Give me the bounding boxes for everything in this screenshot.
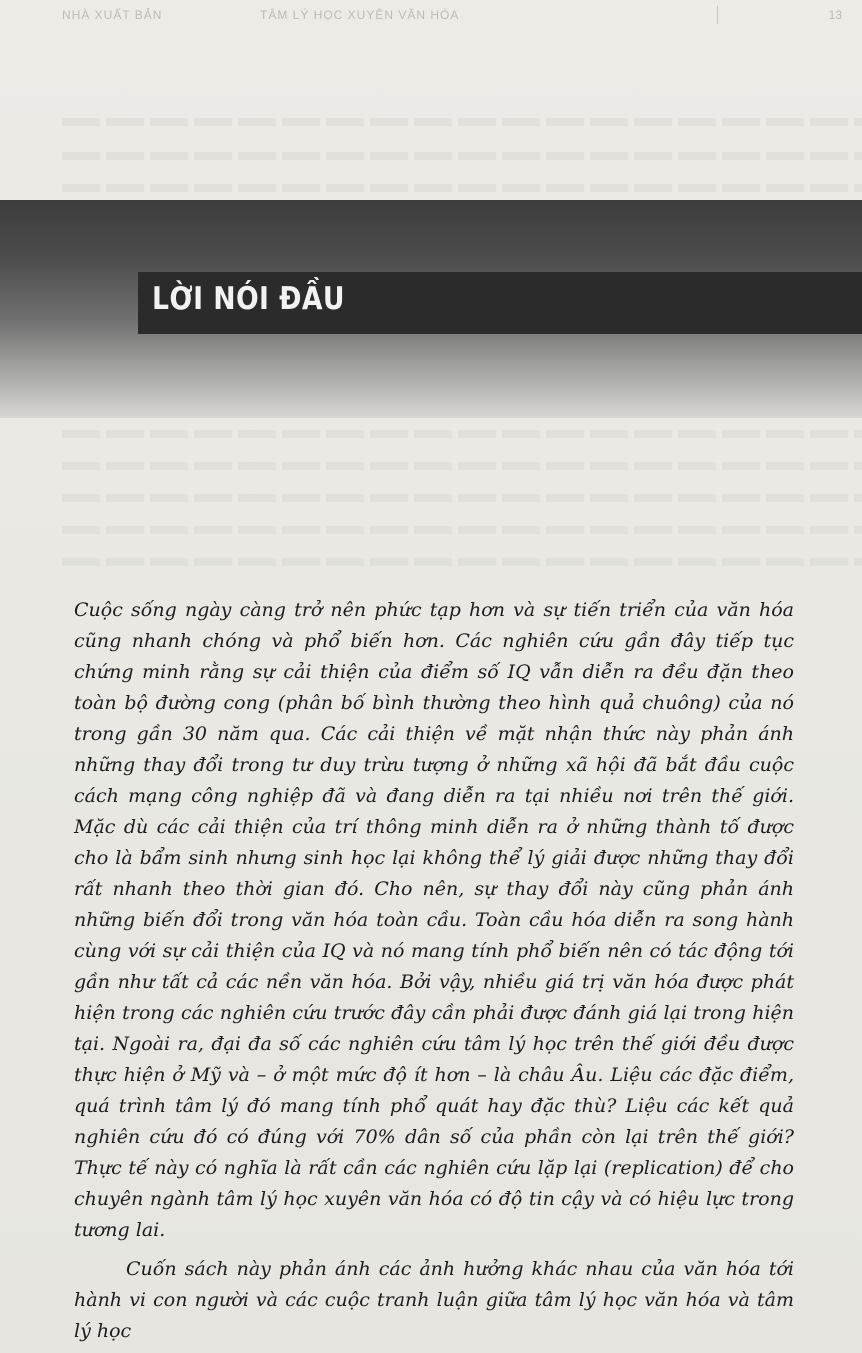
running-head-divider <box>717 6 718 24</box>
bleed-through-line <box>62 462 862 470</box>
bleed-through-line <box>62 526 862 534</box>
bleed-through-line <box>62 152 862 160</box>
bleed-through-line <box>62 430 862 438</box>
page-number: 13 <box>828 8 842 22</box>
running-head-left: NHÀ XUẤT BẢN <box>62 8 163 22</box>
chapter-title-bar <box>138 272 862 334</box>
running-head-title: TÂM LÝ HỌC XUYÊN VĂN HÓA <box>260 8 460 22</box>
paragraph: Cuộc sống ngày càng trở nên phức tạp hơn và sự tiến triển của văn hóa cũng nhanh chóng và phổ biến hơn. Các nghiên cứu gần đây tiếp tục chứng minh rằng sự cải thiện của điểm số IQ vẫn diễn ra đều đặn theo toàn bộ đường cong (phân bố bình thường theo hình quả chuông) của nó trong gần 30 năm qua. Các cải thiện về mặt nhận thức này phản ánh những thay đổi trong tư duy trừu tượng ở những xã hội đã bắt đầu cuộc cách mạng công nghiệp đã và đang diễn ra tại nhiều nơi trên thế giới. Mặc dù các cải thiện của trí thông minh diễn ra ở những thành tố được cho là bẩm sinh nhưng sinh học lại không thể lý giải được những thay đổi rất nhanh theo thời gian đó. Cho nên, sự thay đổi này cũng phản ánh những biến đổi trong văn hóa toàn cầu. Toàn cầu hóa diễn ra song hành cùng với sự cải thiện của IQ và nó mang tính phổ biến nên có tác động tới gần như tất cả các nền văn hóa. Bởi vậy, nhiều giá trị văn hóa được phát hiện trong các nghiên cứu trước đây cần phải được đánh giá lại trong hiện tại. Ngoài ra, đại đa số các nghiên cứu tâm lý học trên thế giới đều được thực hiện ở Mỹ và – ở một mức độ ít hơn – là châu Âu. Liệu các đặc điểm, quá trình tâm lý đó mang tính phổ quát hay đặc thù? Liệu các kết quả nghiên cứu đó có đúng với 70% dân số của phần còn lại trên thế giới? Thực tế này có nghĩa là rất cần các nghiên cứu lặp lại (replication) để cho chuyên ngành tâm lý học xuyên văn hóa có độ tin cậy và có hiệu lực trong tương lai. <box>74 599 794 1241</box>
bleed-through-line <box>62 558 862 566</box>
running-head <box>62 6 852 26</box>
chapter-title: LỜI NÓI ĐẦU <box>152 281 346 317</box>
bleed-through-line <box>62 184 862 192</box>
bleed-through-line <box>62 494 862 502</box>
paragraph: Cuốn sách này phản ánh các ảnh hưởng khác nhau của văn hóa tới hành vi con người và các cuộc tranh luận giữa tâm lý học văn hóa và tâm lý học <box>74 1258 794 1342</box>
body-text <box>74 595 794 1347</box>
bleed-through-line <box>62 118 862 126</box>
